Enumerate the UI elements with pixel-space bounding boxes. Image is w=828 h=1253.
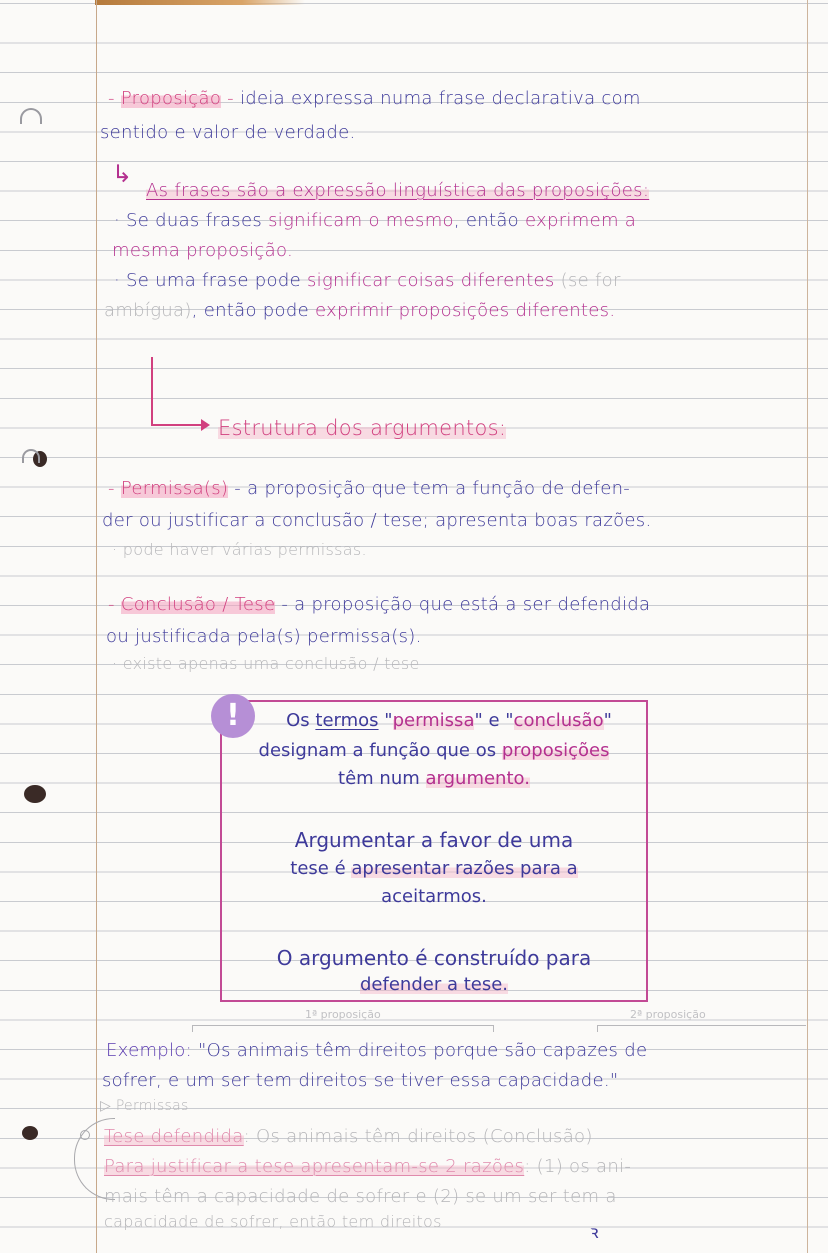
callout-p3-line1: O argumento é construído para [276,946,592,970]
conclusao-line1: - Conclusão / Tese - a proposição que está a ser defendida [108,594,651,615]
bullet1-line1: · Se duas frases significam o mesmo, então exprimem a [114,210,637,231]
term-proposicao: Proposição [120,88,222,109]
bracket-label-2: 2ª proposição [630,1008,706,1021]
right-margin-line [807,0,808,1253]
premissa-note: · pode haver várias permissas. [112,540,367,559]
callout-p1-line2: designam a função que os proposições [258,740,610,761]
callout-p2-line3: aceitarmos. [381,886,487,907]
left-margin-line [96,0,97,1253]
proposicao-definition-line2: sentido e valor de verdade. [100,122,356,143]
example-quote-line1: Exemplo: "Os animais têm direitos porque são capazes de [106,1040,648,1061]
bracket-label-1: 1ª proposição [305,1008,381,1021]
reason-line3: capacidade de sofrer, então tem direitos [104,1212,442,1231]
tese-defendida-line: Tese defendida: Os animais têm direitos (Conclusão) [104,1126,593,1147]
callout-p3-line2: defender a tese. [360,974,508,995]
small-circle-icon [80,1130,90,1140]
exclamation-icon: ! [211,694,255,738]
premissas-marker: ▷ Permissas [100,1098,189,1114]
callout-p1-line3: têm num argumento. [338,768,530,789]
binder-hole-icon [20,108,42,124]
binder-hole-ring-icon [22,449,40,463]
conclusao-note: · existe apenas uma conclusão / tese [112,654,420,673]
callout-p2-line1: Argumentar a favor de uma [294,828,574,852]
bullet2-line1: · Se uma frase pode significar coisas diferentes (se for [114,270,621,291]
hook-arrow-icon: ↳ [112,160,133,188]
bracket-proposition-2 [597,1025,806,1032]
binder-hole-icon [24,785,46,803]
justify-line: Para justificar a tese apresentam-se 2 razões: (1) os ani- [104,1156,632,1177]
premissa-line2: der ou justificar a conclusão / tese; apresenta boas razões. [102,510,652,531]
bullet2-line2: ambígua), então pode exprimir proposições diferentes. [104,300,616,321]
conclusao-line2: ou justificada pela(s) permissa(s). [106,626,422,647]
section-heading-estrutura: Estrutura dos argumentos: [218,416,507,440]
binder-hole-icon [22,1126,38,1140]
callout-p2-line2: tese é apresentar razões para a [290,858,578,879]
callout-p1-line1: Os termos "permissa" e "conclusão" [286,710,612,731]
arrow-right-icon [201,419,210,431]
connector-arrow-horizontal [151,424,203,426]
proposicao-definition-line1: - Proposição - ideia expressa numa frase declarativa com [108,88,641,109]
bullet1-line2: mesma proposição. [112,240,293,261]
example-quote-line2: sofrer, e um ser tem direitos se tiver essa capacidade." [102,1070,619,1091]
connector-arrow-vertical [151,357,153,425]
reason-line2: mais têm a capacidade de sofrer e (2) se um ser tem a [104,1186,617,1207]
page-top-edge [95,0,305,5]
frases-subheading: As frases são a expressão linguística das proposições: [146,180,650,201]
bracket-proposition-1 [192,1025,494,1032]
continue-mark-icon: ꝛ [590,1222,599,1243]
premissa-line1: - Permissa(s) - a proposição que tem a função de defen- [108,478,631,499]
